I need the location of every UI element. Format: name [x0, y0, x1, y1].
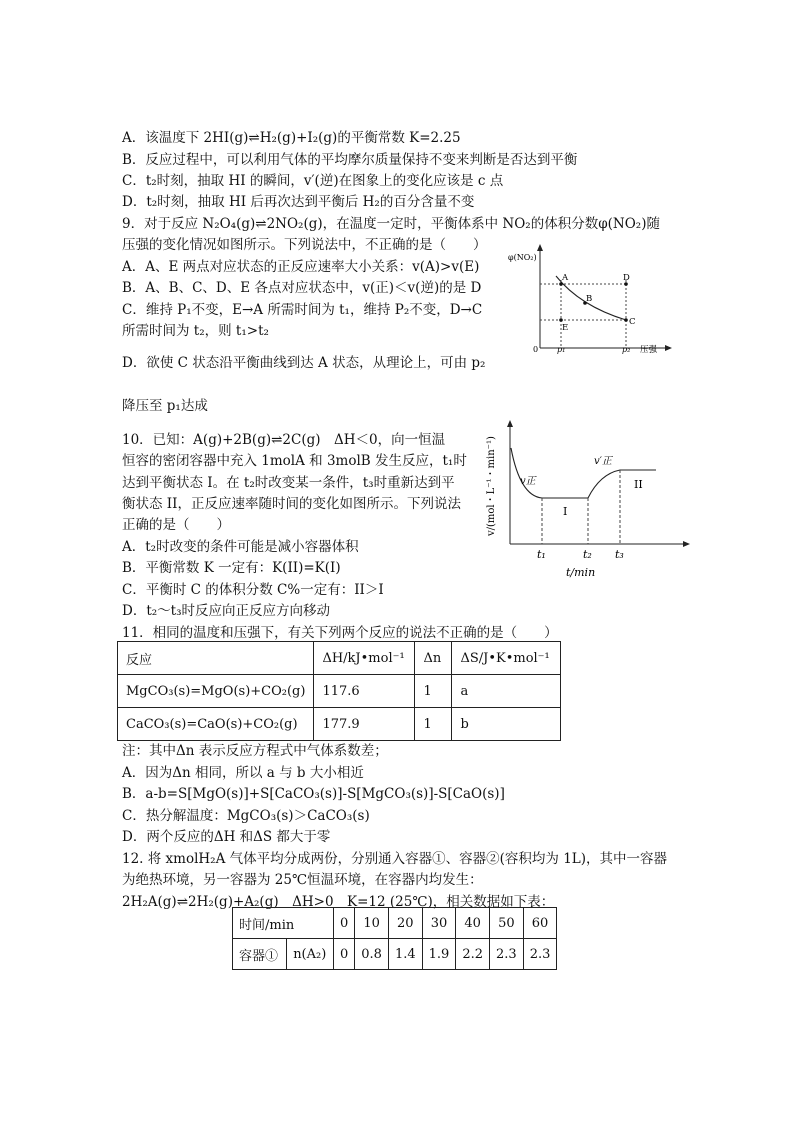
table-cell: 容器①	[233, 939, 287, 970]
q9-tick-p1: p₁	[557, 345, 566, 354]
q9-option-c-line2: 所需时间为 t₂，则 t₁>t₂	[122, 323, 269, 339]
q10-stem-line5: 正确的是（ ）	[122, 517, 230, 533]
q10-label-stage2: II	[634, 478, 643, 491]
q8-option-a: A．该温度下 2HI(g)⇌H₂(g)+I₂(g)的平衡常数 K=2.25	[122, 130, 461, 146]
q10-option-b: B．平衡常数 K 一定有：K(II)=K(I)	[122, 560, 341, 576]
q9-ylabel: φ(NO₂)	[508, 253, 537, 262]
table-header: 反应	[118, 642, 314, 675]
table-cell: 1.9	[422, 939, 456, 970]
q11-note: 注：其中Δn 表示反应方程式中气体系数差；	[122, 743, 388, 759]
q9-label-c: C	[629, 317, 636, 327]
table-row	[118, 708, 561, 741]
q9-stem-line1: 9．对于反应 N₂O₄(g)⇌2NO₂(g)，在温度一定时，平衡体系中 NO₂的体积分数φ(NO₂)随	[122, 216, 660, 232]
table-cell: 177.9	[314, 708, 415, 741]
q8-option-d: D．t₂时刻，抽取 HI 后再次达到平衡后 H₂的百分含量不变	[122, 194, 475, 210]
q11-option-d: D．两个反应的ΔH 和ΔS 都大于零	[122, 829, 331, 845]
table-header: 0	[334, 908, 355, 939]
q10-tick-t3: t₃	[615, 548, 624, 561]
q12-table	[232, 907, 557, 970]
q9-phi-pressure-graph	[500, 240, 680, 360]
q10-xlabel: t/min	[566, 566, 596, 579]
q11-stem: 11．相同的温度和压强下，有关下列两个反应的说法不正确的是（ ）	[122, 625, 558, 641]
table-cell: 2.3	[490, 939, 524, 970]
q11-table	[117, 641, 561, 741]
table-cell: b	[452, 708, 561, 741]
table-header: 时间/min	[233, 908, 334, 939]
table-cell: 2.3	[523, 939, 557, 970]
q9-point-c	[624, 318, 628, 322]
q10-tick-t1: t₁	[537, 548, 546, 561]
table-cell: 1	[415, 708, 452, 741]
q10-option-d: D．t₂～t₃时反应向正反应方向移动	[122, 603, 330, 619]
q10-option-c: C．平衡时 C 的体积分数 C%一定有：II＞I	[122, 582, 384, 598]
q9-label-d: D	[623, 273, 630, 283]
table-cell: 0.8	[355, 939, 389, 970]
q9-label-a: A	[562, 273, 569, 283]
table-cell: 0	[334, 939, 355, 970]
q10-stem-line3: 达到平衡状态 I。在 t₂时改变某一条件，t₃时重新达到平	[122, 475, 455, 491]
table-row	[233, 908, 557, 939]
q11-option-c: C．热分解温度：MgCO₃(s)＞CaCO₃(s)	[122, 808, 370, 824]
table-header: Δn	[415, 642, 452, 675]
q9-label-b: B	[586, 294, 593, 304]
table-cell: MgCO₃(s)=MgO(s)+CO₂(g)	[118, 675, 314, 708]
q10-stem-line4: 衡状态 II，正反应速率随时间的变化如图所示。下列说法	[122, 496, 461, 512]
q8-option-c: C．t₂时刻，抽取 HI 的瞬间，v′(逆)在图象上的变化应该是 c 点	[122, 173, 504, 189]
table-cell: 117.6	[314, 675, 415, 708]
q12-stem-line1: 12. 将 xmolH₂A 气体平均分成两份，分别通入容器①、容器②(容积均为 1L)，其中一容器	[122, 851, 668, 867]
q9-option-d-line1: D．欲使 C 状态沿平衡曲线到达 A 状态，从理论上，可由 p₂	[122, 355, 486, 371]
q9-label-e: E	[562, 323, 569, 333]
table-header: ΔS/J•K•mol⁻¹	[452, 642, 561, 675]
table-header: 20	[388, 908, 422, 939]
q10-rate-time-graph	[480, 418, 695, 583]
q9-option-d-line2: 降压至 p₁达成	[122, 398, 208, 414]
q10-stem-line1: 10．已知：A(g)+2B(g)⇌2C(g) ΔH＜0，向一恒温	[122, 432, 446, 448]
q10-label-stage1: I	[563, 505, 568, 518]
q9-xlabel: 压强	[640, 345, 658, 355]
q10-option-a: A．t₂时改变的条件可能是减小容器体积	[122, 539, 359, 555]
table-header: 50	[490, 908, 524, 939]
q9-option-b: B．A、B、C、D、E 各点对应状态中，v(正)＜v(逆)的是 D	[122, 280, 482, 296]
q10-ylabel: v/(mol・L⁻¹・min⁻¹)	[486, 436, 497, 536]
table-header: 40	[456, 908, 490, 939]
q9-origin: 0	[533, 345, 539, 354]
table-header: 30	[422, 908, 456, 939]
table-cell: n(A₂)	[286, 939, 333, 970]
q9-point-e	[559, 318, 563, 322]
q10-label-v-forward: v正	[520, 476, 536, 487]
table-cell: 2.2	[456, 939, 490, 970]
q10-label-v-forward-prime: v′正	[594, 456, 612, 467]
table-cell: a	[452, 675, 561, 708]
table-cell: CaCO₃(s)=CaO(s)+CO₂(g)	[118, 708, 314, 741]
table-row	[118, 675, 561, 708]
q12-stem-line3: 2H₂A(g)⇌2H₂(g)+A₂(g) ΔH>0 K=12 (25℃)，相关数据如下表：	[122, 894, 555, 910]
table-cell: 1	[415, 675, 452, 708]
table-row	[233, 939, 557, 970]
table-row	[118, 642, 561, 675]
q9-option-c-line1: C．维持 P₁不变，E→A 所需时间为 t₁，维持 P₂不变，D→C	[122, 302, 483, 318]
q10-tick-t2: t₂	[583, 548, 592, 561]
q9-option-a: A．A、E 两点对应状态的正反应速率大小关系：v(A)>v(E)	[122, 259, 480, 275]
q10-stem-line2: 恒容的密闭容器中充入 1molA 和 3molB 发生反应，t₁时	[122, 453, 467, 469]
q8-option-b: B．反应过程中，可以利用气体的平均摩尔质量保持不变来判断是否达到平衡	[122, 152, 578, 168]
q9-tick-p2: p₂	[622, 345, 631, 354]
table-header: 60	[523, 908, 557, 939]
table-cell: 1.4	[388, 939, 422, 970]
table-header: ΔH/kJ•mol⁻¹	[314, 642, 415, 675]
q12-stem-line2: 为绝热环境，另一容器为 25℃恒温环境，在容器内均发生：	[122, 872, 483, 888]
q11-option-a: A．因为Δn 相同，所以 a 与 b 大小相近	[122, 765, 364, 781]
q11-option-b: B．a-b=S[MgO(s)]+S[CaCO₃(s)]-S[MgCO₃(s)]-S[CaO(s)]	[122, 786, 505, 802]
q9-stem-line2: 压强的变化情况如图所示。下列说法中，不正确的是（ ）	[122, 237, 487, 253]
table-header: 10	[355, 908, 389, 939]
